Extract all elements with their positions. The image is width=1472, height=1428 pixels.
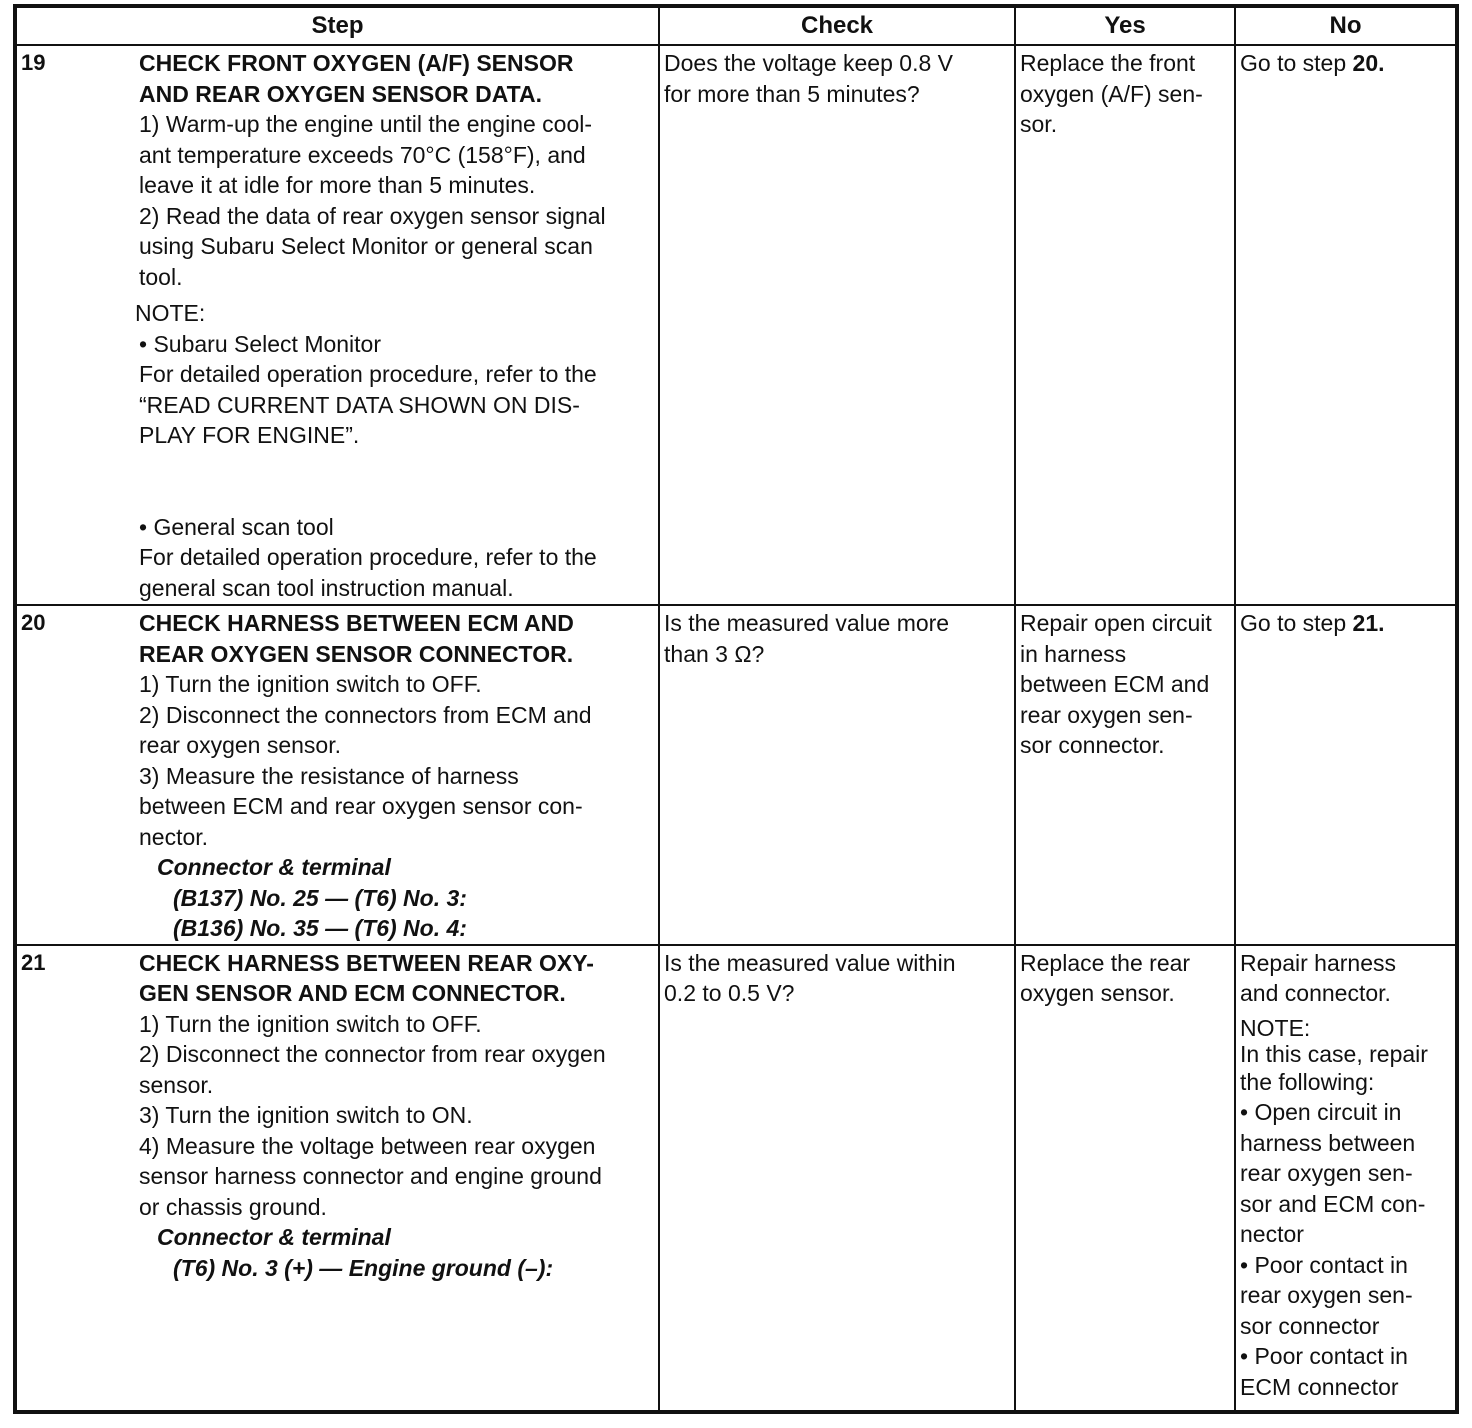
step-text-line: leave it at idle for more than 5 minutes.: [139, 172, 536, 198]
step-text-line: or chassis ground.: [139, 1193, 327, 1220]
connector-terminal-line: (B136) No. 35 — (T6) No. 4:: [173, 915, 467, 941]
note-text-line: For detailed operation procedure, refer to the: [139, 361, 597, 387]
no-cell: [1235, 45, 1457, 605]
step-description: [135, 45, 659, 605]
no-text-line: • Poor contact in: [1240, 1251, 1408, 1278]
step-text-line: 3) Measure the resistance of harness: [139, 762, 519, 789]
note-label: NOTE:: [1240, 1014, 1311, 1041]
connector-heading: Connector & terminal: [157, 854, 391, 880]
note-text-line: general scan tool instruction manual.: [139, 574, 514, 601]
connector-terminal-line: (T6) No. 3 (+) — Engine ground (–):: [173, 1254, 554, 1281]
yes-text-line: rear oxygen sen-: [1020, 701, 1193, 728]
no-text-line: sor and ECM con-: [1240, 1190, 1426, 1217]
step-text-line: sensor.: [139, 1071, 214, 1098]
no-text-line: • Open circuit in: [1240, 1099, 1402, 1125]
step-text-line: between ECM and rear oxygen sensor con-: [139, 793, 583, 819]
header-step: Step: [15, 6, 659, 45]
step-text-line: using Subaru Select Monitor or general scan: [139, 233, 593, 259]
step-text-line: ant temperature exceeds 70°C (158°F), and: [139, 141, 586, 168]
step-number: 19: [15, 45, 135, 605]
yes-text-line: Repair open circuit: [1020, 610, 1212, 636]
no-text-line: rear oxygen sen-: [1240, 1282, 1413, 1308]
check-cell: [659, 605, 1015, 945]
step-title-line: REAR OXYGEN SENSOR CONNECTOR.: [139, 640, 574, 667]
no-text-line: • Poor contact in: [1240, 1343, 1408, 1369]
no-cell: [1235, 945, 1457, 1413]
yes-text-line: between ECM and: [1020, 671, 1210, 697]
step-title-line: GEN SENSOR AND ECM CONNECTOR.: [139, 980, 566, 1006]
note-text-line: For detailed operation procedure, refer to the: [139, 544, 597, 570]
spacer: [139, 451, 652, 512]
step-text-line: tool.: [139, 263, 183, 290]
no-text-line: the following:: [1240, 1068, 1375, 1095]
check-cell: [659, 45, 1015, 605]
step-text-line: 3) Turn the ignition switch to ON.: [139, 1102, 473, 1128]
no-text: Go to step: [1240, 50, 1353, 76]
diagnostic-table: [13, 4, 1459, 1414]
step-text-line: sensor harness connector and engine ground: [139, 1163, 602, 1189]
no-text-line: In this case, repair: [1240, 1040, 1428, 1067]
step-text-line: 2) Read the data of rear oxygen sensor signal: [139, 202, 606, 229]
check-cell: [659, 945, 1015, 1413]
note-text-line: “READ CURRENT DATA SHOWN ON DIS-: [139, 391, 580, 418]
yes-cell: [1015, 945, 1235, 1413]
step-title-line: CHECK FRONT OXYGEN (A/F) SENSOR: [139, 50, 574, 76]
check-text-line: Is the measured value within: [664, 949, 956, 976]
header-no: No: [1235, 6, 1457, 45]
step-text-line: nector.: [139, 823, 209, 850]
step-text-line: 1) Warm-up the engine until the engine cool-: [139, 111, 593, 137]
yes-text-line: sor connector.: [1020, 732, 1165, 758]
header-row: [15, 6, 1457, 45]
step-title-line: CHECK HARNESS BETWEEN REAR OXY-: [139, 949, 594, 976]
table-row: [15, 605, 1457, 945]
yes-text-line: Replace the front: [1020, 50, 1196, 76]
header-check: Check: [659, 6, 1015, 45]
no-text-line: Repair harness: [1240, 949, 1396, 976]
no-text: Go to step: [1240, 610, 1353, 636]
yes-text-line: oxygen (A/F) sen-: [1020, 80, 1203, 107]
step-title-line: AND REAR OXYGEN SENSOR DATA.: [139, 80, 542, 107]
yes-cell: [1015, 45, 1235, 605]
check-text-line: 0.2 to 0.5 V?: [664, 980, 795, 1006]
table-row: [15, 945, 1457, 1413]
step-text-line: 1) Turn the ignition switch to OFF.: [139, 671, 482, 697]
no-text-line: and connector.: [1240, 980, 1391, 1006]
step-title-line: CHECK HARNESS BETWEEN ECM AND: [139, 610, 574, 636]
note-text-line: PLAY FOR ENGINE”.: [139, 422, 360, 448]
yes-cell: [1015, 605, 1235, 945]
yes-text-line: in harness: [1020, 640, 1127, 667]
connector-terminal-line: (B137) No. 25 — (T6) No. 3:: [173, 884, 467, 911]
table-row: [15, 45, 1457, 605]
step-description: [135, 945, 659, 1413]
step-reference-link[interactable]: 21.: [1352, 610, 1385, 636]
no-text-line: harness between: [1240, 1129, 1416, 1156]
check-text-line: than 3 Ω?: [664, 640, 765, 667]
check-text-line: for more than 5 minutes?: [664, 80, 920, 107]
header-yes: Yes: [1015, 6, 1235, 45]
no-text-line: rear oxygen sen-: [1240, 1160, 1413, 1186]
no-text-line: nector: [1240, 1221, 1304, 1247]
step-description: [135, 605, 659, 945]
step-number: 20: [15, 605, 135, 945]
yes-text-line: sor.: [1020, 111, 1058, 137]
connector-heading: Connector & terminal: [157, 1224, 391, 1250]
no-text-line: ECM connector: [1240, 1373, 1399, 1400]
check-text-line: Does the voltage keep 0.8 V: [664, 50, 953, 76]
step-text-line: 4) Measure the voltage between rear oxygen: [139, 1132, 596, 1159]
note-text-line: • General scan tool: [139, 513, 334, 540]
no-text-line: sor connector: [1240, 1312, 1380, 1339]
step-reference-link[interactable]: 20.: [1352, 50, 1385, 76]
note-label: NOTE:: [135, 300, 206, 326]
step-text-line: rear oxygen sensor.: [139, 732, 342, 758]
step-text-line: 2) Disconnect the connector from rear oxygen: [139, 1041, 606, 1067]
step-text-line: 2) Disconnect the connectors from ECM and: [139, 701, 592, 728]
no-cell: [1235, 605, 1457, 945]
yes-text-line: Replace the rear: [1020, 949, 1191, 976]
check-text-line: Is the measured value more: [664, 610, 950, 636]
note-text-line: • Subaru Select Monitor: [139, 330, 382, 357]
step-number: 21: [15, 945, 135, 1413]
yes-text-line: oxygen sensor.: [1020, 980, 1175, 1006]
step-text-line: 1) Turn the ignition switch to OFF.: [139, 1010, 482, 1037]
